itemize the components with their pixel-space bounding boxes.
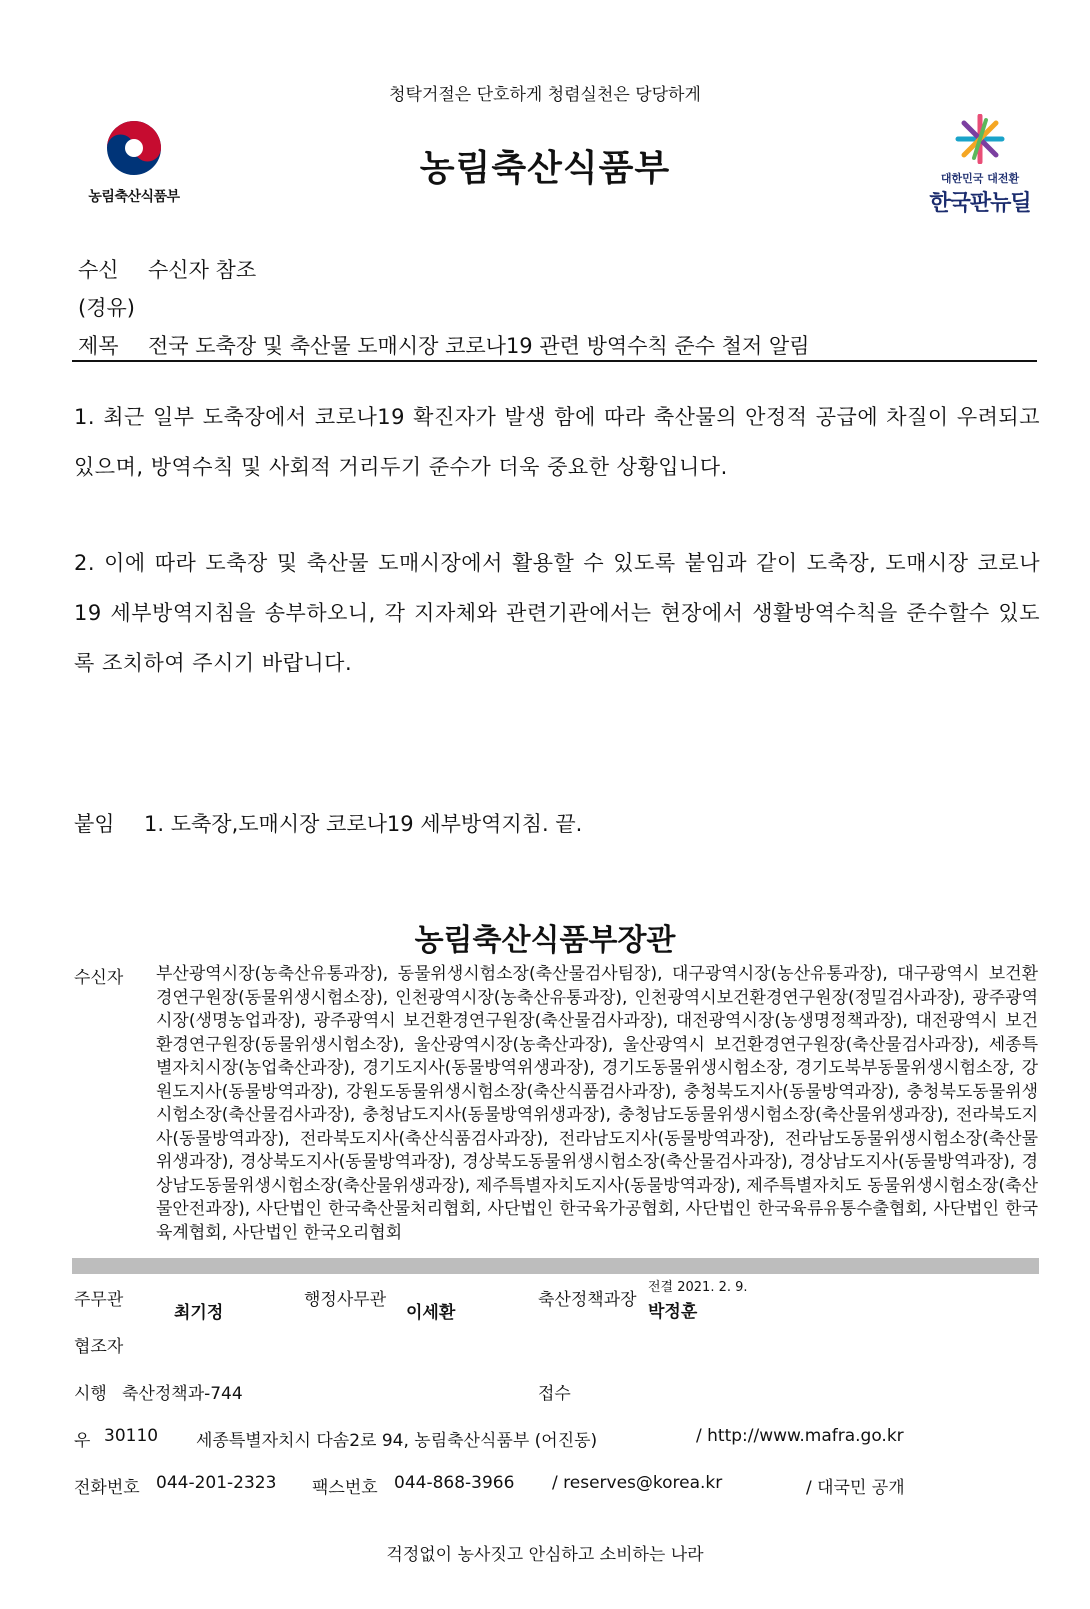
officer-name: 최기정 [174, 1303, 224, 1323]
enforce-value: 축산정책과-744 [122, 1384, 243, 1404]
org-title: 농림축산식품부 [419, 148, 671, 189]
recipient-line [78, 254, 256, 284]
new-deal-star-icon [952, 114, 1008, 164]
new-deal-logo [920, 114, 1040, 217]
footer-divider-bar [72, 1258, 1039, 1274]
subject-line [78, 330, 809, 360]
body-paragraph-1: 1. 최근 일부 도축장에서 코로나19 확진자가 발생 함에 따라 축산물의 안정적 공급에 차질이 우려되고 있으며, 방역수칙 및 사회적 거리두기 준수가 더욱 중요한 상황입니다. [74, 405, 1041, 479]
cooperator-label: 협조자 [74, 1337, 124, 1357]
admin-label: 행정사무관 [304, 1290, 387, 1310]
body-paragraph-2: 2. 이에 따라 도축장 및 축산물 도매시장에서 활용할 수 있도록 붙임과 같이 도축장, 도매시장 코로나19 세부방역지침을 송부하오니, 각 지자체와 관련기관에서는 현장에서 생활방역수칙을 준수할수 있도록 조치하여 주시기 바랍니다. [74, 551, 1040, 675]
phone-label: 전화번호 [74, 1478, 140, 1498]
recipient-label: 수신 [78, 258, 119, 282]
ministry-logo-caption: 농림축산식품부 [88, 189, 180, 205]
fax-label: 팩스번호 [312, 1478, 378, 1498]
subject-label: 제목 [78, 334, 119, 358]
enforce-label: 시행 [74, 1384, 107, 1404]
header-slogan: 청탁거절은 단호하게 청렴실천은 당당하게 [389, 85, 701, 105]
address: 세종특별자치시 다솜2로 94, 농림축산식품부 (어진동) [196, 1431, 598, 1451]
header-divider [72, 360, 1037, 362]
bottom-slogan: 걱정없이 농사짓고 안심하고 소비하는 나라 [386, 1545, 704, 1565]
enforce-line [74, 1379, 243, 1404]
email-link[interactable]: / reserves@korea.kr [552, 1473, 723, 1493]
via-line: (경유) [78, 296, 135, 320]
recipients-label: 수신자 [74, 968, 124, 988]
recipients-list: 부산광역시장(농축산유통과장), 동물위생시험소장(축산물검사팀장), 대구광역시장(농산유통과장), 대구광역시 보건환경연구원장(동물위생시험소장), 인천광역시장(농축산유통과장), 인천광역시보건환경연구원장(정밀검사과장), 광주광역시장(생명농업과장), 광주광역시 보건환경연구원장(축산물검사과장), 대전광역시장(농생명정책과장), 대전광역시 보건환경연구원장(동물위생시험소장), 울산광역시장(농축산과장), 울산광역시 보건환경연구원장(축산물검사과장), 세종특별자치시장(농업축산과장), 경기도지사(동물방역위생과장), 경기도동물위생시험소장, 경기도북부동물위생시험소장, 강원도지사(동물방역과장), 강원도동물위생시험소장(축산식품검사과장), 충청북도지사(동물방역과장), 충청북도동물위생시험소장(축산물검사과장), 충청남도지사(동물방역위생과장), 충청남도동물위생시험소장(축산물위생과장), 전라북도지사(동물방역과장), 전라북도지사(축산식품검사과장), 전라남도지사(동물방역과장), 전라남도동물위생시험소장(축산물위생과장), 경상북도지사(동물방역과장), 경상북도동물위생시험소장(축산물검사과장), 경상남도지사(동물방역과장), 경상남도동물위생시험소장(축산물위생과장), 제주특별자치도지사(동물방역과장), 제주특별자치도 동물위생시험소장(축산물안전과장), 사단법인 한국축산물처리협회, 사단법인 한국육가공협회, 사단법인 한국육류유통수출협회, 사단법인 한국육계협회, 사단법인 한국오리협회 [156, 964, 1038, 1243]
postal-code: 30110 [104, 1426, 159, 1446]
website-link[interactable]: / http://www.mafra.go.kr [696, 1426, 904, 1446]
recipient-value: 수신자 참조 [148, 258, 257, 282]
admin-name: 이세환 [406, 1303, 456, 1323]
attachment-line [74, 808, 582, 838]
fax-number: 044-868-3966 [394, 1473, 515, 1493]
director-name: 박정훈 [648, 1302, 698, 1322]
disclosure-status: / 대국민 공개 [806, 1478, 905, 1498]
director-label: 축산정책과장 [538, 1290, 637, 1310]
new-deal-subtitle: 대한민국 대전환 [940, 172, 1020, 185]
officer-label: 주무관 [74, 1290, 124, 1310]
new-deal-title: 한국판뉴딜 [929, 191, 1031, 216]
approval-date: 전결 2021. 2. 9. [648, 1280, 748, 1295]
subject-value: 전국 도축장 및 축산물 도매시장 코로나19 관련 방역수칙 준수 철저 알림 [148, 334, 810, 358]
phone-number: 044-201-2323 [156, 1473, 277, 1493]
attachment-value: 1. 도축장,도매시장 코로나19 세부방역지침. 끝. [144, 812, 583, 836]
postal-label: 우 [74, 1431, 91, 1451]
receipt-label: 접수 [538, 1384, 571, 1404]
sender-minister: 농림축산식품부장관 [414, 923, 676, 958]
attachment-label: 붙임 [74, 812, 115, 836]
